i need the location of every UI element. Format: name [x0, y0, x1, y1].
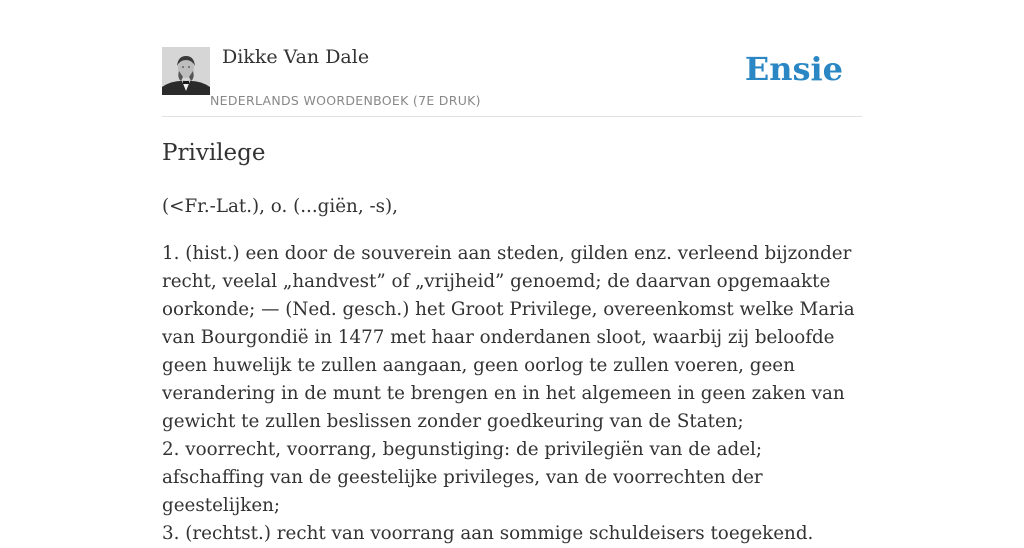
page-title: Privilege: [162, 140, 266, 166]
grammar-note: (<Fr.-Lat.), o. (...giën, -s),: [162, 196, 398, 217]
definition-3: 3. (rechtst.) recht van voorrang aan sommige schuldeisers toegekend.: [162, 523, 814, 544]
definition-1: 1. (hist.) een door de souverein aan steden, gilden enz. verleend bijzonder recht, veelal „handvest” of „vrijheid” genoemd; de daarvan opgemaakte oorkonde; — (Ned. gesch.) het Groot Privilege, overeenkomst welke Maria van Bourgondië in 1477 met haar onderdanen sloot, waarbij zij beloofde geen huwelijk te zullen aangaan, geen oorlog te zullen voeren, geen verandering in de munt te brengen en in het algemeen in geen zaken van gewicht te zullen beslissen zonder goedkeuring van de Staten;: [162, 243, 855, 432]
entry-content: [162, 193, 862, 548]
author-name[interactable]: Dikke Van Dale: [222, 46, 370, 68]
ensie-logo[interactable]: Ensie: [744, 50, 843, 88]
entry-header: [162, 40, 862, 117]
portrait-icon: [162, 47, 210, 95]
author-avatar[interactable]: [162, 47, 210, 95]
source-label[interactable]: NEDERLANDS WOORDENBOEK (7E DRUK): [210, 93, 481, 108]
definition-2: 2. voorrecht, voorrang, begunstiging: de privilegiën van de adel; afschaffing van de geestelijke privileges, van de voorrechten der geestelijken;: [162, 439, 763, 516]
